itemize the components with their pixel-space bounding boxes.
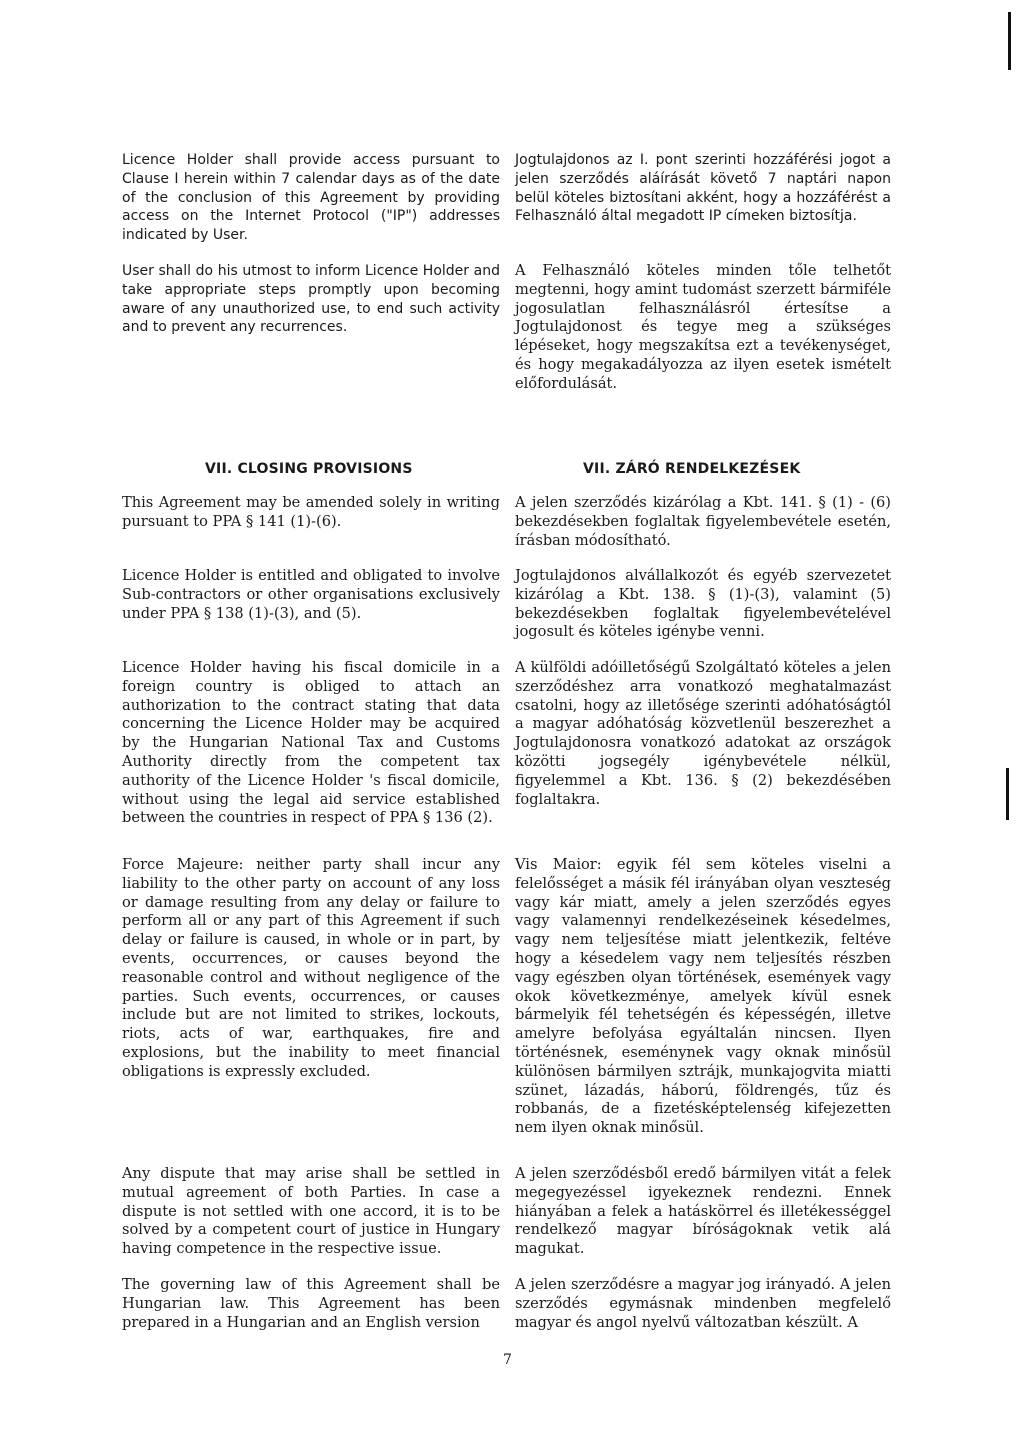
clause-governing-law-hu [515,1276,891,1332]
clause-force-majeure-hu [515,856,891,1138]
clause-amendment-hu [515,494,891,550]
clause-fiscal-domicile-en [122,659,500,828]
clause-amendment-en [122,494,500,532]
clause-access-hu [515,151,891,226]
clause-unauthorized-use-en [122,262,500,337]
paragraph-text: A Felhasználó köteles minden tőle telhetőt megtenni, hogy amint tudomást szerzett bármiféle jogosulatlan felhasználásról értesítse a Jogtulajdonost és tegye meg a szükséges lépéseket, hogy megszakítsa ezt a tevékenységet, és hogy megakadályozza az ilyen esetek ismételt előfordulását. [515,262,891,392]
clause-access-en [122,151,500,245]
clause-fiscal-domicile-hu [515,659,891,809]
clause-force-majeure-en [122,856,500,1082]
page-number: 7 [503,1352,512,1368]
paragraph-text: Licence Holder having his fiscal domicile in a foreign country is obliged to attach an authorization to the contract stating that data concerning the Licence Holder may be acquired by the Hungarian National Tax and Customs Authority directly from the competent tax authority of the Licence Holder 's fiscal domicile, without using the legal aid service established between the countries in respect of PPA § 136 (2). [122,659,500,827]
paragraph-text: Jogtulajdonos az I. pont szerinti hozzáférési jogot a jelen szerződés aláírását követő 7 naptári napon belül köteles biztosítani akként, hogy a hozzáférést a Felhasználó által megadott IP címeken biztosítja. [515,152,891,225]
paragraph-text: Vis Maior: egyik fél sem köteles viselni a felelősséget a másik fél irányában olyan veszteség vagy kár miatt, amely a jelen szerződés egyes vagy valamennyi rendelkezéseinek késedelmes, vagy nem teljesítése miatt jelentkezik, feltéve hogy a késedelem vagy nem teljesítés részben vagy egészben olyan történések, események vagy okok következménye, amelyek kívül esnek bármelyik fél tehetségén és képességén, illetve amelyre befolyása egyáltalán nincsen. Ilyen történésnek, eseménynek vagy oknak minősül különösen bármilyen sztrájk, munkajogvita miatti szünet, lázadás, háború, földrengés, tűz és robbanás, de a fizetésképtelenség kifejezetten nem ilyen oknak minősül. [515,856,891,1137]
paragraph-text: User shall do his utmost to inform Licence Holder and take appropriate steps promptly upon becoming aware of any unauthorized use, to end such activity and to prevent any recurrences. [122,263,500,336]
paragraph-text: A jelen szerződés kizárólag a Kbt. 141. § (1) - (6) bekezdésekben foglaltak figyelembevétele esetén, írásban módosítható. [515,494,891,549]
clause-subcontractors-en [122,567,500,623]
scan-edge-mark [1008,12,1011,70]
paragraph-text: Licence Holder is entitled and obligated to involve Sub-contractors or other organisations exclusively under PPA § 138 (1)-(3), and (5). [122,567,500,622]
paragraph-text: Jogtulajdonos alvállalkozót és egyéb szervezetet kizárólag a Kbt. 138. § (1)-(3), valamint (5) bekezdésekben foglaltak figyelembevételével jogosult és köteles igénybe venni. [515,567,891,641]
section-heading-en: VII. CLOSING PROVISIONS [205,461,413,477]
paragraph-text: Any dispute that may arise shall be settled in mutual agreement of both Parties. In case a dispute is not settled with one accord, it is to be solved by a competent court of justice in Hungary having competence in the respective issue. [122,1165,500,1258]
paragraph-text: A külföldi adóilletőségű Szolgáltató köteles a jelen szerződéshez arra vonatkozó meghatalmazást csatolni, hogy az illetősége szerinti adóhatóságtól a magyar adóhatóság közvetlenül beszerezhet a Jogtulajdonosra vonatkozó adatokat az országok közötti jogsegély igénybevétele nélkül, figyelemmel a Kbt. 136. § (2) bekezdésében foglaltakra. [515,659,891,808]
clause-subcontractors-hu [515,567,891,642]
paragraph-text: Force Majeure: neither party shall incur any liability to the other party on account of any loss or damage resulting from any delay or failure to perform all or any part of this Agreement if such delay or failure is caused, in whole or in part, by events, occurrences, or causes beyond the reasonable control and without negligence of the parties. Such events, occurrences, or causes include but are not limited to strikes, lockouts, riots, acts of war, earthquakes, fire and explosions, but the inability to meet financial obligations is expressly excluded. [122,856,500,1080]
paragraph-text: The governing law of this Agreement shall be Hungarian law. This Agreement has been prepared in a Hungarian and an English version [122,1276,500,1331]
paragraph-text: Licence Holder shall provide access pursuant to Clause I herein within 7 calendar days as of the date of the conclusion of this Agreement by providing access on the Internet Protocol ("IP") addresses indicated by User. [122,152,500,244]
paragraph-text: This Agreement may be amended solely in writing pursuant to PPA § 141 (1)-(6). [122,494,500,530]
paragraph-text: A jelen szerződésből eredő bármilyen vitát a felek megegyezéssel igyekeznek rendezni. Ennek hiányában a felek a hatáskörrel és illetékességgel rendelkező magyar bíróságoknak vetik alá magukat. [515,1165,891,1258]
clause-disputes-hu [515,1165,891,1259]
clause-unauthorized-use-hu [515,262,891,394]
clause-disputes-en [122,1165,500,1259]
section-heading-hu: VII. ZÁRÓ RENDELKEZÉSEK [583,461,801,477]
paragraph-text: A jelen szerződésre a magyar jog irányadó. A jelen szerződés egymásnak mindenben megfelelő magyar és angol nyelvű változatban készült. A [515,1276,891,1331]
clause-governing-law-en [122,1276,500,1332]
scan-edge-mark [1006,768,1009,820]
